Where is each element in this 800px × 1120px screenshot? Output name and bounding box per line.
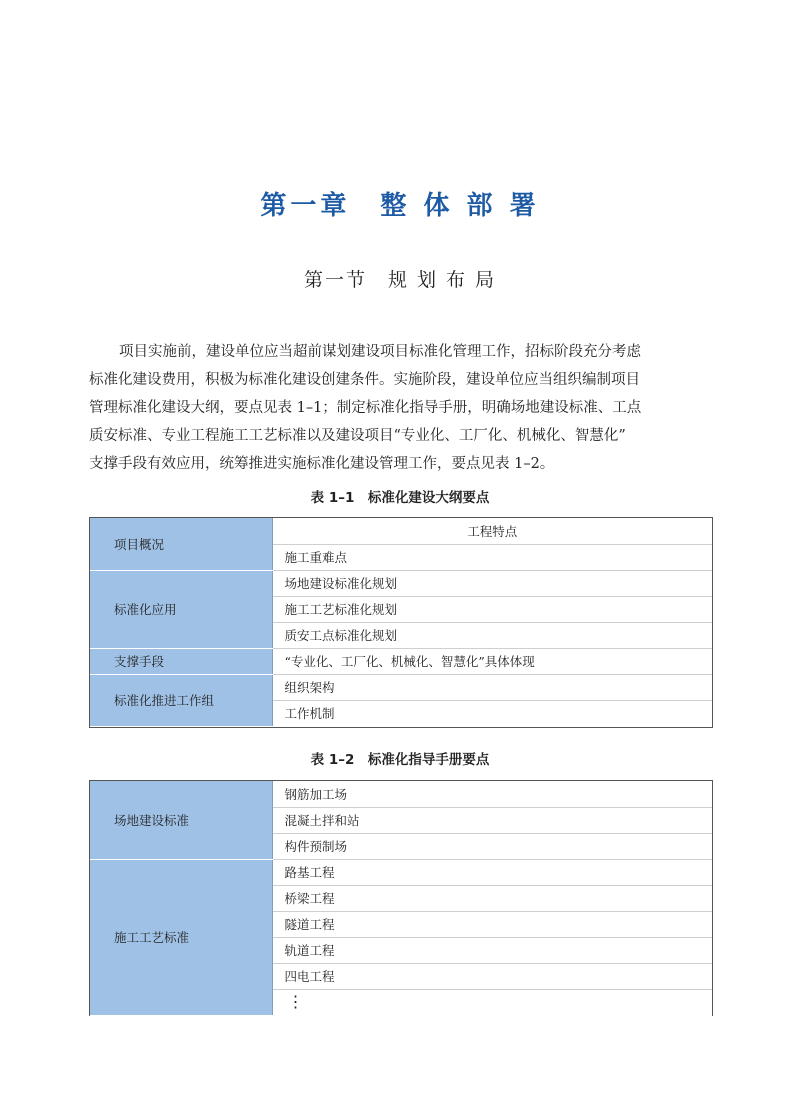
paragraph-line: 项目实施前，建设单位应当超前谋划建设项目标准化管理工作，招标阶段充分考虑 (119, 344, 641, 360)
table2-item: 路基工程 (272, 859, 712, 885)
table1 (89, 517, 713, 728)
continuation-mark: ⋮ (287, 992, 304, 1012)
table1-caption: 表 1–1 标准化建设大纲要点 (310, 490, 490, 506)
table1-item: 组织架构 (272, 674, 712, 700)
chapter-title: 第一章 整 体 部 署 (260, 191, 540, 221)
table1-item: 工程特点 (272, 518, 712, 544)
table2-category: 场地建设标准 (90, 781, 272, 859)
table2 (89, 780, 713, 1016)
table2-item: 轨道工程 (272, 937, 712, 963)
paragraph-line: 质安标准、专业工程施工工艺标准以及建设项目“专业化、工厂化、机械化、智慧化” (89, 428, 626, 444)
table2-item: 四电工程 (272, 963, 712, 989)
paragraph-line: 支撑手段有效应用，统筹推进实施标准化建设管理工作，要点见表 1–2。 (89, 456, 555, 472)
table2-item: 钢筋加工场 (272, 781, 712, 807)
section-title: 第一节 规 划 布 局 (303, 269, 497, 291)
table1-item: 施工重难点 (272, 544, 712, 570)
table1-category: 标准化应用 (90, 570, 272, 648)
table2-item: 桥梁工程 (272, 885, 712, 911)
table1-item: 场地建设标准化规划 (272, 570, 712, 596)
paragraph-line: 标准化建设费用，积极为标准化建设创建条件。实施阶段，建设单位应当组织编制项目 (89, 372, 640, 388)
table2-item: 混凝土拌和站 (272, 807, 712, 833)
body-paragraph (89, 338, 716, 478)
table1-item: 质安工点标准化规划 (272, 622, 712, 648)
paragraph-line: 管理标准化建设大纲，要点见表 1–1；制定标准化指导手册，明确场地建设标准、工点 (89, 400, 642, 416)
table1-item: 施工工艺标准化规划 (272, 596, 712, 622)
table2-item: 构件预制场 (272, 833, 712, 859)
table1-item: “专业化、工厂化、机械化、智慧化”具体体现 (272, 648, 712, 674)
table1-category: 标准化推进工作组 (90, 674, 272, 726)
table2-caption: 表 1–2 标准化指导手册要点 (310, 752, 490, 768)
table1-category: 支撑手段 (90, 648, 272, 674)
table1-category: 项目概况 (90, 518, 272, 570)
table1-item: 工作机制 (284, 706, 335, 722)
table2-item: 隧道工程 (272, 911, 712, 937)
table2-category: 施工工艺标准 (90, 859, 272, 1015)
